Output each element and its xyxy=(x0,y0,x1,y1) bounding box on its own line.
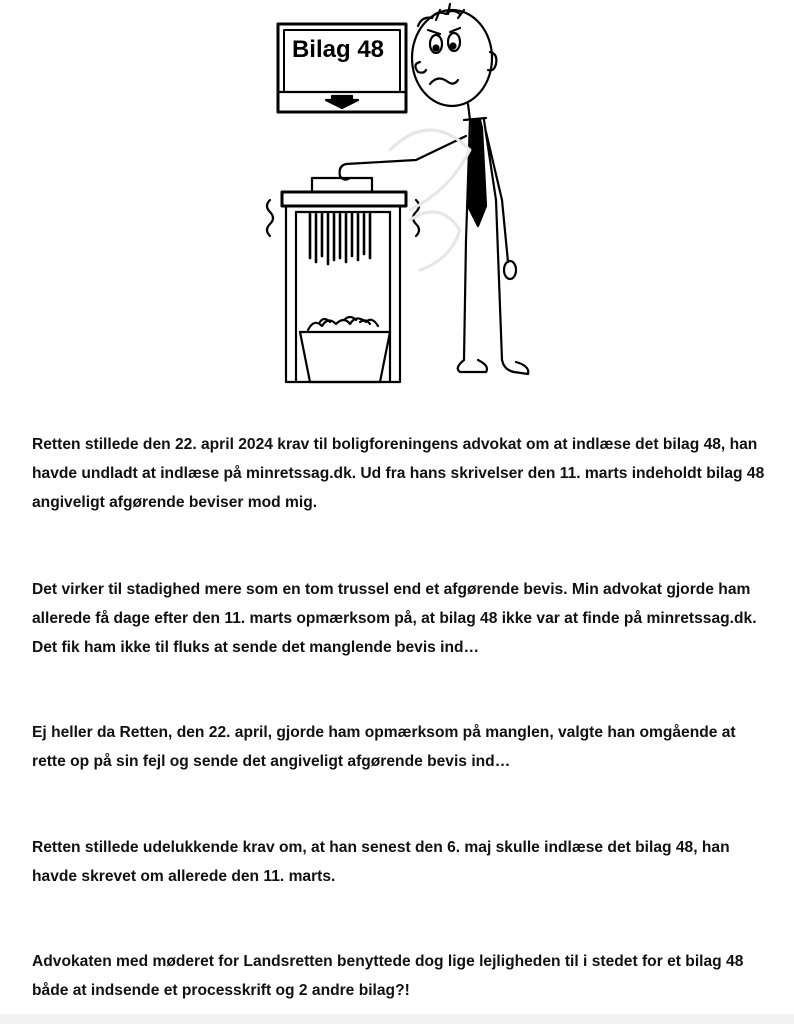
paper-shredder-icon xyxy=(267,178,419,382)
paragraph-5: Advokaten med møderet for Landsretten benyttede dog lige lejligheden til i stedet for et bilag 48 både at indsende et processkrift og 2 andre bilag?! xyxy=(32,953,744,999)
paragraph-1: Retten stillede den 22. april 2024 krav til boligforeningens advokat om at indlæse det bilag 48, han havde undladt at indlæse på minretssag.dk. Ud fra hans skrivelser den 11. marts indeholdt bilag 48 angiveligt afgørende beviser mod mig. xyxy=(32,436,765,511)
paragraph-3: Ej heller da Retten, den 22. april, gjorde ham opmærksom på manglen, valgte han omgående at rette op på sin fejl og sende det angiveligt afgørende bevis ind… xyxy=(32,724,736,770)
paragraph-4: Retten stillede udelukkende krav om, at han senest den 6. maj skulle indlæse det bilag 48, han havde skrevet om allerede den 11. marts. xyxy=(32,839,730,885)
paragraph-2: Det virker til stadighed mere som en tom trussel end et afgørende bevis. Min advokat gjorde ham allerede få dage efter den 11. marts opmærksom på, at bilag 48 ikke var at finde på minretssag.dk. Det fik ham ikke til fluks at sende det manglende bevis ind… xyxy=(32,581,757,656)
sign-label: Bilag 48 xyxy=(291,36,385,63)
bottom-scroll-area xyxy=(0,1014,794,1024)
